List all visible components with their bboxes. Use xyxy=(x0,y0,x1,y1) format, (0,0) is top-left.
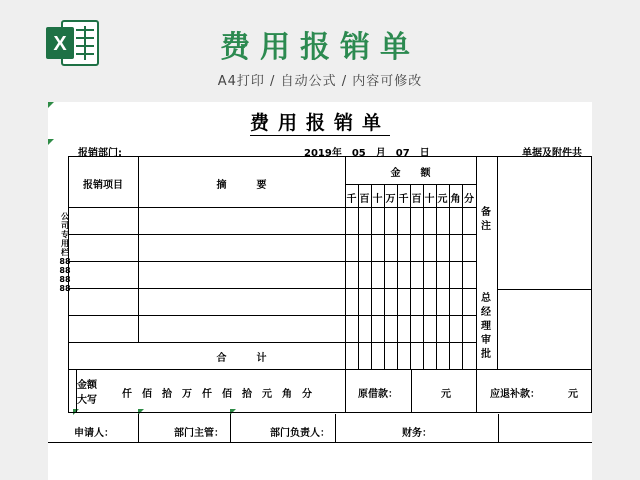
applicant-label: 申请人： xyxy=(74,428,114,439)
unit-cell: 百 xyxy=(359,194,370,205)
loan-label: 原借款： xyxy=(358,389,398,400)
refund-unit: 元 xyxy=(568,389,578,400)
amount-header: 金 额 xyxy=(390,168,431,179)
unit-cell: 千 xyxy=(346,194,357,205)
gm-approval-label: 总经理审批 xyxy=(481,293,491,360)
expense-form-sheet xyxy=(48,102,592,480)
attachments-label: 单据及附件共 xyxy=(522,148,582,159)
dept-label: 报销部门: xyxy=(78,148,122,159)
summary-header: 摘 要 xyxy=(216,180,267,191)
unit-cell: 万 xyxy=(385,194,396,205)
banner xyxy=(0,0,640,100)
form-date: 2019年 05 月 07 日 xyxy=(304,148,430,159)
remarks-label: 备注 xyxy=(481,207,491,232)
unit-cell: 角 xyxy=(450,194,461,205)
unit-cell: 百 xyxy=(411,194,422,205)
banner-subtitle: A4打印 / 自动公式 / 内容可修改 xyxy=(217,74,423,89)
company-side-text: 公司专用栏 88888888 xyxy=(59,212,71,293)
total-label: 合 计 xyxy=(216,353,267,364)
form-title-text: 费用报销单 xyxy=(249,112,390,134)
unit-cell: 元 xyxy=(437,194,448,205)
item-header: 报销项目 xyxy=(83,180,123,191)
loan-unit: 元 xyxy=(441,389,451,400)
capital-label-2: 大写 xyxy=(77,395,97,406)
capital-units: 仟 佰 拾 万 仟 佰 拾 元 角 分 xyxy=(122,389,312,400)
refund-label: 应退补款： xyxy=(490,389,540,400)
dept-head-label: 部门负责人： xyxy=(270,428,330,439)
svg-text:X: X xyxy=(53,33,67,55)
unit-cell: 分 xyxy=(464,194,474,205)
dept-manager-label: 部门主管： xyxy=(174,428,224,439)
finance-label: 财务： xyxy=(402,428,432,439)
unit-cell: 千 xyxy=(398,194,409,205)
unit-cell: 十 xyxy=(372,194,383,205)
banner-title: 费用报销单 xyxy=(220,30,420,65)
capital-label-1: 金额 xyxy=(77,380,97,391)
form-title xyxy=(48,108,592,135)
unit-cell: 十 xyxy=(424,194,435,205)
